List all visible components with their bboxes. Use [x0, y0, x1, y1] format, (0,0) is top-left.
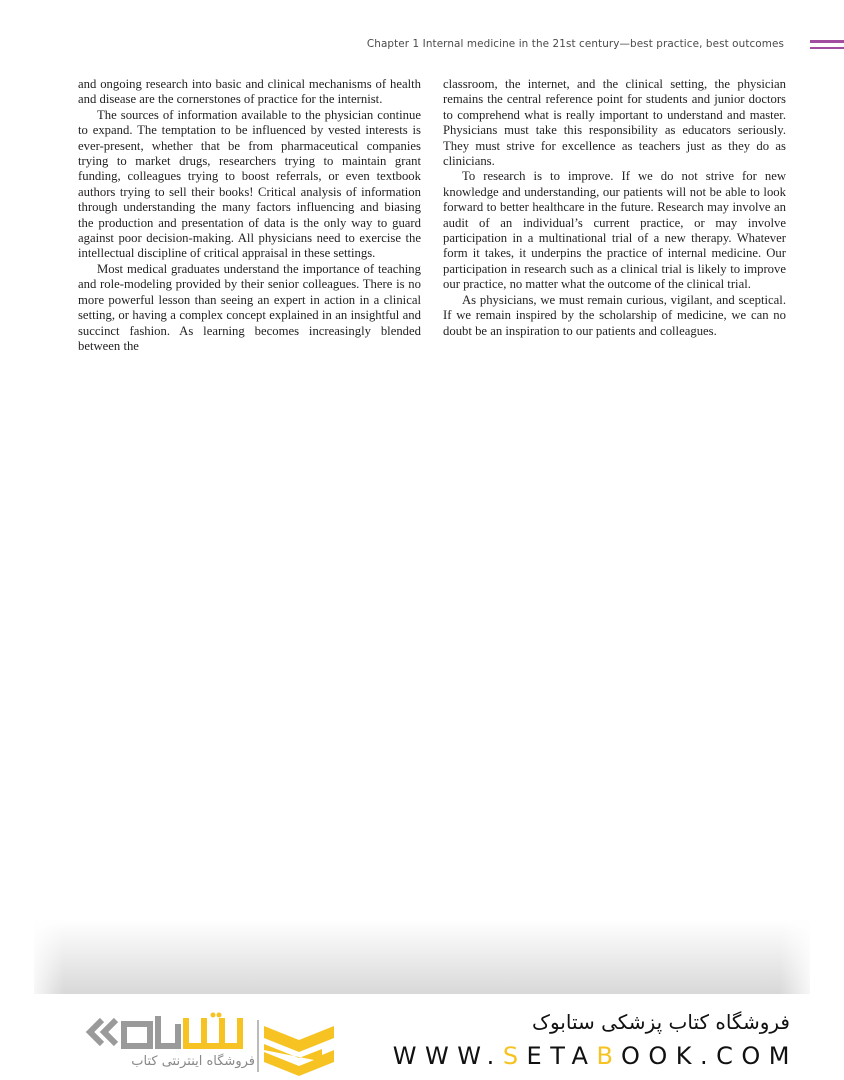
url-part: ETA: [526, 1042, 597, 1070]
url-highlight: B: [596, 1042, 621, 1070]
logo-divider: [257, 1020, 259, 1072]
running-head: Chapter 1 Internal medicine in the 21st century—best practice, best outcomes: [366, 38, 784, 50]
url-part: WWW.: [392, 1042, 503, 1070]
page-bottom-shadow: [34, 920, 810, 994]
accent-bar: [810, 47, 844, 50]
paragraph: As physicians, we must remain curious, vigilant, and sceptical. If we remain inspired by the scholarship of medicine, we can no doubt be an inspiration to our patients and colleagues.: [443, 292, 786, 338]
paragraph: classroom, the internet, and the clinical setting, the physician remains the central reference point for students and junior doctors to comprehend what is really important to understand and master. Physicians must take this responsibility as educators seriously. They must strive for excellence as teachers just as they do as clinicians.: [443, 77, 786, 169]
url-highlight: S: [502, 1042, 527, 1070]
left-column: [78, 77, 421, 354]
setabook-logo: [70, 1012, 340, 1078]
logo-wordmark-icon: [76, 1012, 256, 1052]
chevron-mark-icon: [264, 1022, 334, 1078]
paragraph: To research is to improve. If we do not strive for new knowledge and understanding, our patients will not be able to look forward to better healthcare in the future. Research may involve an audit of an individual’s current practice, or may involve participation in a multinational trial of a new therapy. Whatever form it takes, it underpins the practice of internal medicine. Our participation in research such as a clinical trial is likely to improve our practice, no matter what the outcome of the clinical trial.: [443, 169, 786, 292]
header-accent-bars: [810, 40, 844, 53]
right-column: [443, 77, 786, 339]
paragraph: Most medical graduates understand the importance of teaching and role-modeling provided by their senior colleagues. There is no more powerful lesson than seeing an expert in action in a clinical setting, or having a complex concept explained in an insightful and succinct fashion. As learning becomes increasingly blended between the: [78, 261, 421, 353]
store-url[interactable]: [393, 1042, 798, 1070]
url-part: OOK.COM: [620, 1042, 798, 1070]
paragraph: and ongoing research into basic and clinical mechanisms of health and disease are the cornerstones of practice for the internist.: [78, 77, 421, 107]
paragraph: The sources of information available to the physician continue to expand. The temptation to be influenced by vested interests is ever-present, whether that be from pharmaceutical companies trying to market drugs, researchers trying to maintain grant funding, colleagues trying to boost referrals, or even textbook authors trying to sell their books! Critical analysis of information through understanding the many factors influencing and biasing the production and presentation of data is the only way to guard against poor decision-making. All physicians need to exercise the intellectual discipline of critical appraisal in these settings.: [78, 107, 421, 261]
logo-subtitle: فروشگاه اینترنتی کتاب: [131, 1054, 255, 1069]
store-name: فروشگاه کتاب پزشکی ستابوک: [532, 1010, 790, 1034]
accent-bar: [810, 40, 844, 43]
